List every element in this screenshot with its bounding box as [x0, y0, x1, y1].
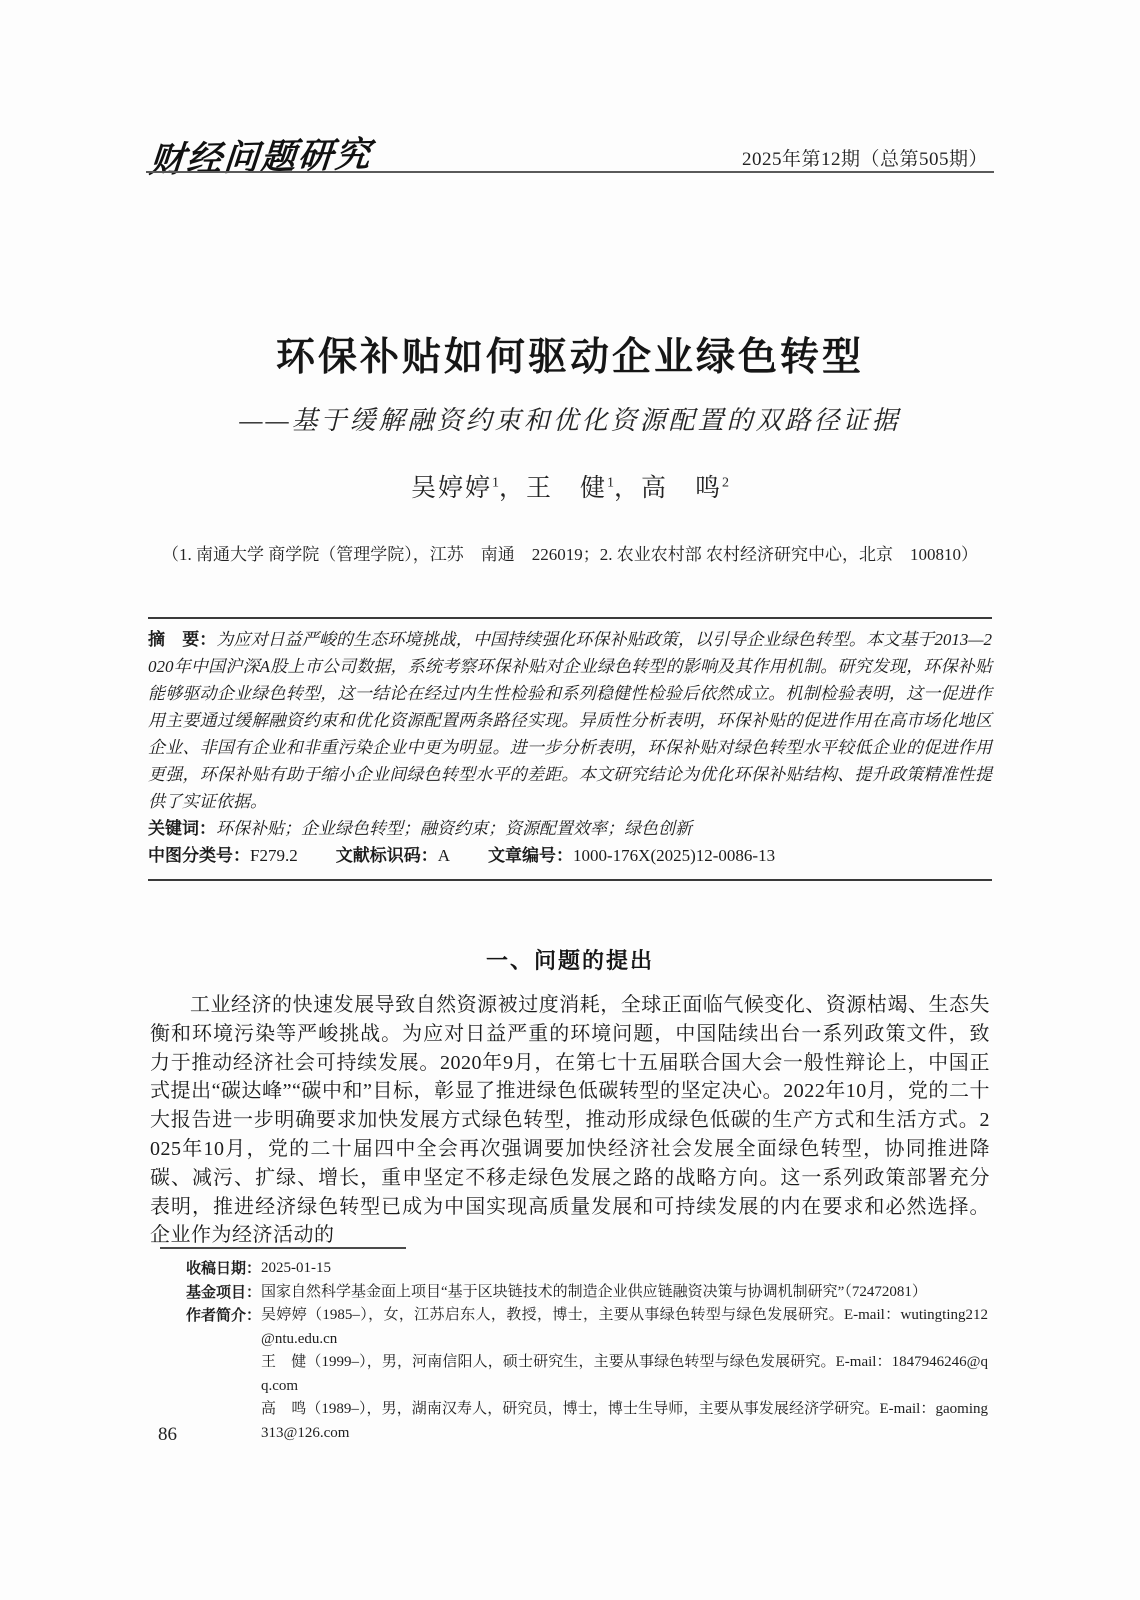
article-id-value: 1000-176X(2025)12-0086-13 [573, 846, 776, 865]
author-affil-marker: 1 [491, 475, 499, 491]
journal-logo: 财经问题研究 [147, 134, 374, 181]
author-bio: 高 鸣（1989–），男，湖南汉寿人，研究员，博士，博士生导师，主要从事发展经济学研究。E-mail：gaoming313@126.com [261, 1401, 988, 1441]
author-name: 王 健 [525, 475, 607, 502]
author [641, 475, 729, 502]
doc-code-label: 文献标识码： [335, 846, 438, 865]
author-name: 高 鸣 [641, 475, 723, 502]
author-separator: ， [614, 475, 642, 502]
fund-project-row [186, 1281, 988, 1305]
author-affil-marker: 1 [607, 475, 614, 491]
author-bio: 吴婷婷（1985–），女，江苏启东人，教授，博士，主要从事绿色转型与绿色发展研究。E-mail：wutingting212@ntu.edu.cn [261, 1307, 988, 1347]
author-name: 吴婷婷 [410, 475, 492, 502]
footnote-divider [160, 1247, 406, 1249]
doc-code-pair [336, 846, 450, 865]
page-number: 86 [158, 1424, 177, 1445]
author-affil-marker: 2 [722, 475, 730, 491]
abstract-text: 为应对日益严峻的生态环境挑战，中国持续强化环保补贴政策，以引导企业绿色转型。本文基于2013—2020年中国沪深A股上市公司数据，系统考察环保补贴对企业绿色转型的影响及其作用机制。研究发现，环保补贴能够驱动企业绿色转型，这一结论在经过内生性检验和系列稳健性检验后依然成立。机制检验表明，这一促进作用主要通过缓解融资约束和优化资源配置两条路径实现。异质性分析表明，环保补贴的促进作用在高市场化地区企业、非国有企业和非重污染企业中更为明显。进一步分析表明，环保补贴对绿色转型水平较低企业的促进作用更强，环保补贴有助于缩小企业间绿色转型水平的差距。本文研究结论为优化环保补贴结构、提升政策精准性提供了实证依据。 [148, 630, 992, 811]
affiliation-line: （1. 南通大学 商学院（管理学院），江苏 南通 226019；2. 农业农村部 农村经济研究中心，北京 100810） [162, 545, 978, 564]
fund-project-value: 国家自然科学基金面上项目“基于区块链技术的制造企业供应链融资决策与协调机制研究”（72472081） [261, 1283, 927, 1300]
section-heading: 一、问题的提出 [485, 948, 654, 973]
abstract-label: 摘 要： [148, 630, 217, 649]
article-id-label: 文章编号： [488, 846, 573, 865]
body-paragraph: 工业经济的快速发展导致自然资源被过度消耗，全球正面临气候变化、资源枯竭、生态失衡和环境污染等严峻挑战。为应对日益严重的环境问题，中国陆续出台一系列政策文件，致力于推动经济社会可持续发展。2020年9月，在第七十五届联合国大会一般性辩论上，中国正式提出“碳达峰”“碳中和”目标，彰显了推进绿色低碳转型的坚定决心。2022年10月，党的二十大报告进一步明确要求加快发展方式绿色转型，推动形成绿色低碳的生产方式和生活方式。2025年10月，党的二十届四中全会再次强调要加快经济社会发展全面绿色转型，协同推进降碳、减污、扩绿、增长，重申坚定不移走绿色发展之路的战略方向。这一系列政策部署充分表明，推进经济绿色转型已成为中国实现高质量发展和可持续发展的内在要求和必然选择。企业作为经济活动的 [150, 994, 990, 1247]
author-bio-row [186, 1304, 988, 1445]
article-title: 环保补贴如何驱动企业绿色转型 [275, 336, 864, 379]
abstract-block [148, 617, 992, 881]
clc-label: 中图分类号： [148, 846, 250, 865]
issue-info: 2025年第12期（总第505期） [741, 149, 988, 170]
author-separator: ， [498, 475, 526, 502]
article-subtitle: ——基于缓解融资约束和优化资源配置的双路径证据 [239, 406, 901, 435]
received-date-row [186, 1257, 988, 1281]
author [526, 475, 641, 502]
author [411, 475, 526, 502]
header-divider [146, 171, 994, 173]
author-bio-label: 作者简介： [186, 1307, 262, 1324]
keywords-label: 关键词： [148, 819, 216, 838]
abstract-paragraph [148, 626, 992, 815]
footnotes [186, 1257, 988, 1445]
clc-pair [148, 846, 298, 865]
received-date-label: 收稿日期： [186, 1260, 262, 1277]
keywords-line [148, 815, 992, 842]
author-bio: 王 健（1999–），男，河南信阳人，硕士研究生，主要从事绿色转型与绿色发展研究。E-mail：1847946246@qq.com [261, 1354, 988, 1394]
authors-line [0, 468, 1140, 504]
clc-value: F279.2 [250, 846, 298, 865]
classification-line [148, 842, 992, 869]
doc-code-value: A [437, 846, 450, 865]
received-date-value: 2025-01-15 [261, 1260, 332, 1276]
article-id-pair [488, 846, 775, 865]
author-bios [261, 1304, 988, 1445]
fund-project-label: 基金项目： [186, 1283, 262, 1301]
keywords-text: 环保补贴；企业绿色转型；融资约束；资源配置效率；绿色创新 [216, 819, 692, 838]
